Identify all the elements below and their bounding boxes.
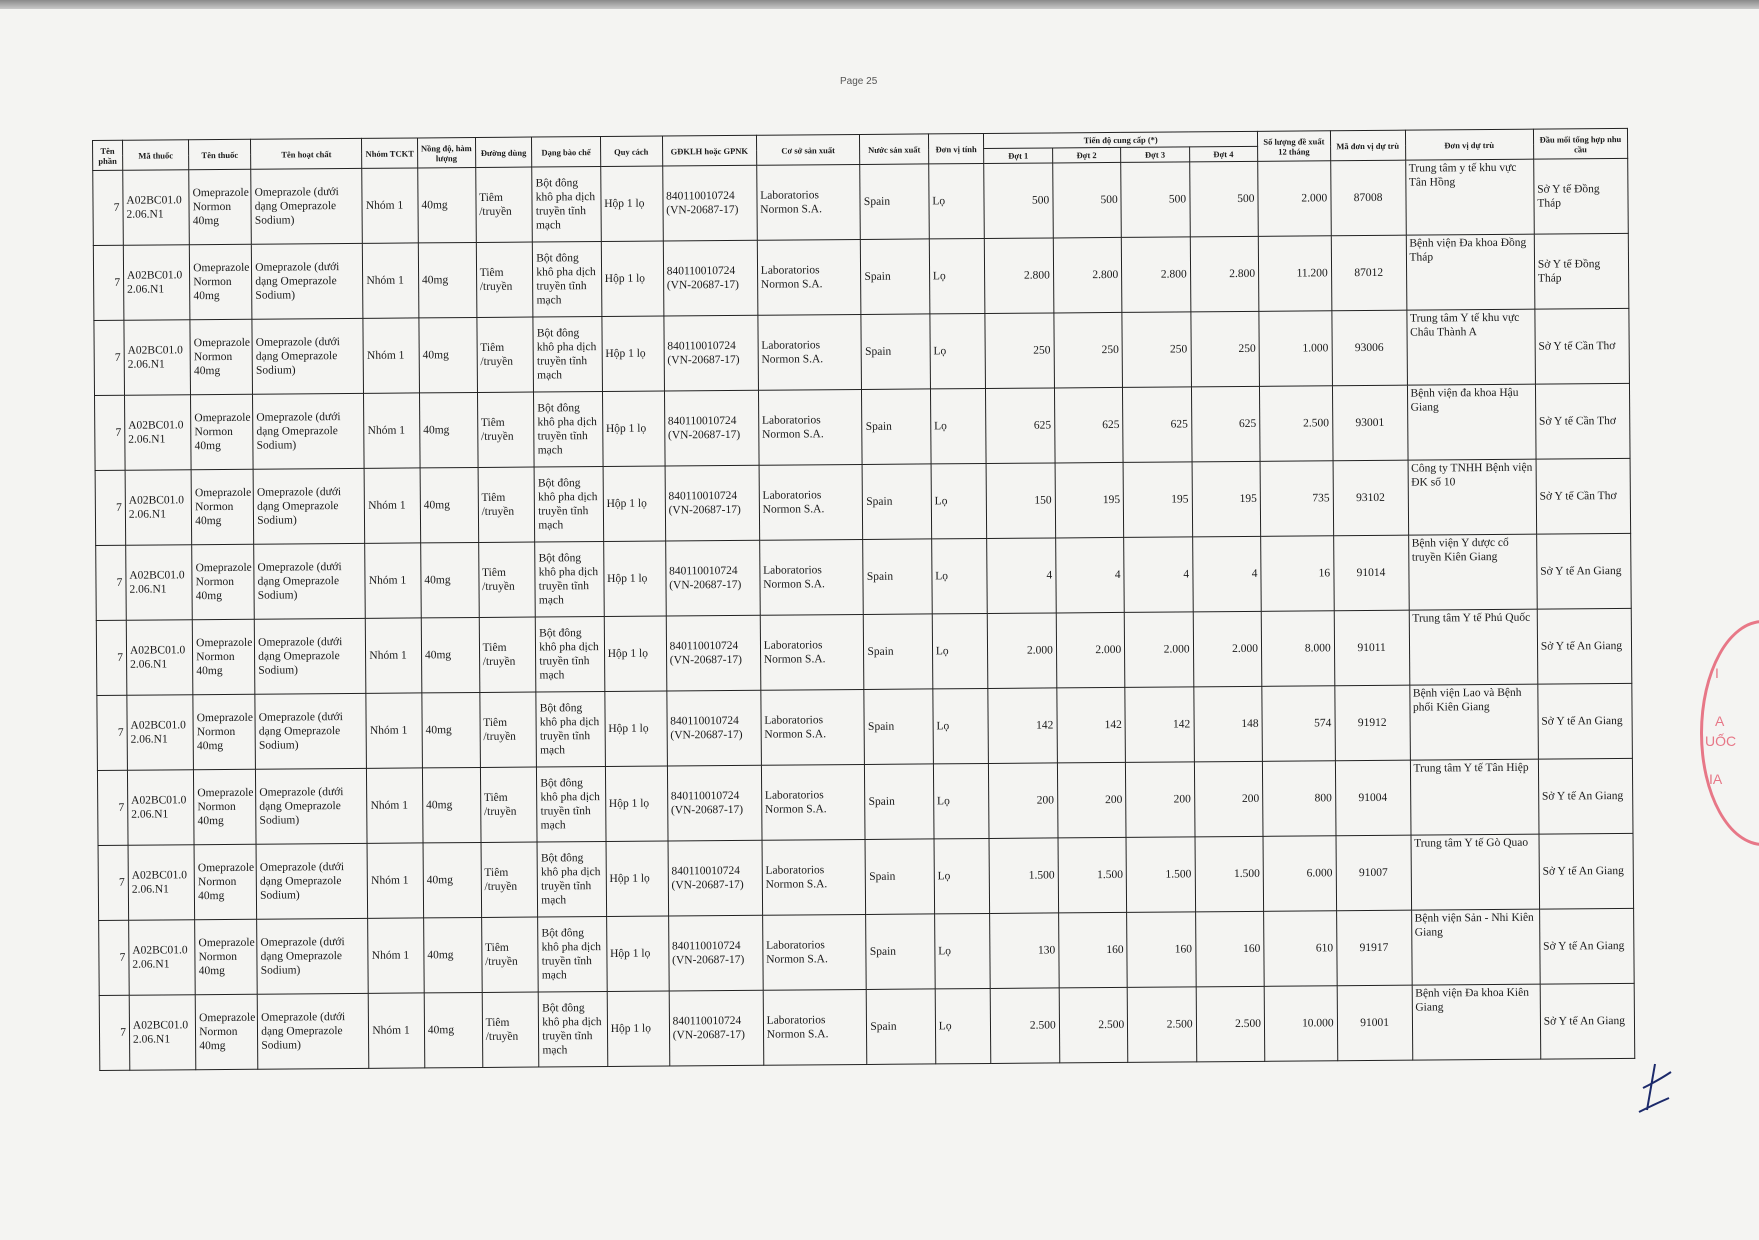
co-so-cell: Laboratorios Normon S.A. <box>762 839 866 915</box>
ten-phan-cell: 7 <box>93 245 124 320</box>
ten-thuoc-cell: Omeprazole Normon 40mg <box>191 394 254 469</box>
ma-thuoc-cell: A02BC01.0 2.06.N1 <box>127 695 194 771</box>
don-vi-du-tru-cell: Bệnh viện Lao và Bệnh phổi Kiên Giang <box>1409 684 1538 760</box>
col-ma-thuoc: Mã thuốc <box>122 140 188 171</box>
table-row <box>99 908 1635 995</box>
table-row <box>97 683 1633 770</box>
dot-3-cell: 500 <box>1121 162 1190 238</box>
scan-edge <box>0 0 1759 9</box>
hoat-chat-cell: Omeprazole (dưới dạng Omeprazole Sodium) <box>257 993 369 1069</box>
so-luong-cell: 6.000 <box>1263 836 1336 912</box>
ten-thuoc-cell: Omeprazole Normon 40mg <box>194 844 257 919</box>
nuoc-cell: Spain <box>865 764 934 840</box>
col-ten-phan: Tên phần <box>93 140 123 170</box>
ma-thuoc-cell: A02BC01.0 2.06.N1 <box>124 395 191 471</box>
hoat-chat-cell: Omeprazole (dưới dạng Omeprazole Sodium) <box>254 618 366 694</box>
dau-moi-cell: Sở Y tế Cần Thơ <box>1535 383 1630 459</box>
nong-do-cell: 40mg <box>424 917 482 992</box>
dot-4-cell: 625 <box>1191 386 1260 462</box>
col-gdk: GĐKLH hoặc GPNK <box>662 135 756 166</box>
ma-thuoc-cell: A02BC01.0 2.06.N1 <box>129 920 196 996</box>
duong-dung-cell: Tiêm /truyền <box>477 317 534 392</box>
co-so-cell: Laboratorios Normon S.A. <box>763 989 867 1065</box>
ten-thuoc-cell: Omeprazole Normon 40mg <box>190 244 253 319</box>
nhom-cell: Nhóm 1 <box>364 468 420 543</box>
ten-phan-cell: 7 <box>96 545 127 620</box>
col-dau-moi: Đầu mối tổng hợp nhu cầu <box>1533 128 1627 159</box>
dot-1-cell: 130 <box>990 913 1059 989</box>
quy-cach-cell: Hộp 1 lọ <box>606 916 669 991</box>
header-row-1 <box>93 128 1628 155</box>
ma-thuoc-cell: A02BC01.0 2.06.N1 <box>126 620 193 696</box>
col-dot-4: Đợt 4 <box>1189 146 1258 162</box>
don-vi-du-tru-cell: Bệnh viện Đa khoa Đồng Tháp <box>1406 234 1535 310</box>
col-tien-do: Tiến độ cung cấp (*) <box>984 131 1258 148</box>
ma-thuoc-cell: A02BC01.0 2.06.N1 <box>125 470 192 546</box>
ten-thuoc-cell: Omeprazole Normon 40mg <box>195 994 258 1069</box>
dau-moi-cell: Sở Y tế Đồng Tháp <box>1533 158 1628 234</box>
table-wrapper <box>92 128 1635 1071</box>
ma-thuoc-cell: A02BC01.0 2.06.N1 <box>126 545 193 621</box>
dot-4-cell: 200 <box>1194 761 1263 837</box>
table-row <box>97 758 1633 845</box>
ma-don-vi-cell: 91001 <box>1337 985 1412 1061</box>
ma-thuoc-cell: A02BC01.0 2.06.N1 <box>129 995 196 1071</box>
col-nuoc: Nước sản xuất <box>860 134 929 165</box>
ma-don-vi-cell: 87008 <box>1330 160 1405 236</box>
hoat-chat-cell: Omeprazole (dưới dạng Omeprazole Sodium) <box>256 843 368 919</box>
don-vi-du-tru-cell: Bệnh viện Sản - Nhi Kiên Giang <box>1411 909 1540 985</box>
gdk-cell: 840110010724 (VN-20687-17) <box>664 315 759 391</box>
duong-dung-cell: Tiêm /truyền <box>481 842 538 917</box>
dot-2-cell: 500 <box>1052 162 1121 238</box>
don-vi-du-tru-cell: Trung tâm Y tế khu vực Châu Thành A <box>1406 309 1535 385</box>
dot-2-cell: 1.500 <box>1058 837 1127 913</box>
dot-3-cell: 200 <box>1126 762 1195 838</box>
dot-4-cell: 148 <box>1193 686 1262 762</box>
ten-thuoc-cell: Omeprazole Normon 40mg <box>192 619 255 694</box>
hoat-chat-cell: Omeprazole (dưới dạng Omeprazole Sodium) <box>251 168 363 244</box>
drug-demand-table <box>92 128 1635 1071</box>
duong-dung-cell: Tiêm /truyền <box>477 392 534 467</box>
nhom-cell: Nhóm 1 <box>368 918 424 993</box>
nuoc-cell: Spain <box>866 914 935 990</box>
dot-4-cell: 250 <box>1190 311 1259 387</box>
dvt-cell: Lọ <box>934 838 990 913</box>
nhom-cell: Nhóm 1 <box>367 768 423 843</box>
dau-moi-cell: Sở Y tế An Giang <box>1539 833 1634 909</box>
dot-3-cell: 1.500 <box>1126 837 1195 913</box>
quy-cach-cell: Hộp 1 lọ <box>601 241 664 316</box>
duong-dung-cell: Tiêm /truyền <box>478 467 535 542</box>
nhom-cell: Nhóm 1 <box>366 693 422 768</box>
nuoc-cell: Spain <box>867 989 936 1065</box>
dot-4-cell: 2.500 <box>1196 986 1265 1062</box>
nuoc-cell: Spain <box>864 614 933 690</box>
don-vi-du-tru-cell: Trung tâm y tế khu vực Tân Hồng <box>1405 159 1534 235</box>
dot-4-cell: 1.500 <box>1195 836 1264 912</box>
so-luong-cell: 2.500 <box>1259 386 1332 462</box>
table-row <box>98 833 1634 920</box>
dot-1-cell: 250 <box>985 313 1054 389</box>
col-ma-don-vi: Mã đơn vị dự trù <box>1330 130 1405 161</box>
ma-thuoc-cell: A02BC01.0 2.06.N1 <box>123 245 190 321</box>
nhom-cell: Nhóm 1 <box>366 618 422 693</box>
ten-thuoc-cell: Omeprazole Normon 40mg <box>191 469 254 544</box>
ten-thuoc-cell: Omeprazole Normon 40mg <box>192 544 255 619</box>
quy-cach-cell: Hộp 1 lọ <box>602 391 665 466</box>
dau-moi-cell: Sở Y tế Cần Thơ <box>1536 458 1631 534</box>
co-so-cell: Laboratorios Normon S.A. <box>761 689 865 765</box>
dau-moi-cell: Sở Y tế Đồng Tháp <box>1534 233 1629 309</box>
dot-1-cell: 150 <box>986 463 1055 539</box>
ten-phan-cell: 7 <box>93 170 124 245</box>
don-vi-du-tru-cell: Trung tâm Y tế Tân Hiệp <box>1410 759 1539 835</box>
don-vi-du-tru-cell: Bệnh viện Đa khoa Kiên Giang <box>1412 984 1541 1060</box>
ten-phan-cell: 7 <box>97 695 128 770</box>
col-dot-2: Đợt 2 <box>1052 147 1121 163</box>
dau-moi-cell: Sở Y tế An Giang <box>1536 533 1631 609</box>
dot-1-cell: 2.500 <box>991 988 1060 1064</box>
dot-2-cell: 160 <box>1058 912 1127 988</box>
dot-2-cell: 625 <box>1054 387 1123 463</box>
don-vi-du-tru-cell: Công ty TNHH Bệnh viện ĐK số 10 <box>1408 459 1537 535</box>
table-row <box>94 308 1630 395</box>
dvt-cell: Lọ <box>929 163 985 238</box>
ten-phan-cell: 7 <box>95 470 126 545</box>
dang-bao-che-cell: Bột đông khô pha dịch truyền tĩnh mạch <box>538 916 607 992</box>
nhom-cell: Nhóm 1 <box>369 993 425 1068</box>
co-so-cell: Laboratorios Normon S.A. <box>761 764 865 840</box>
ma-don-vi-cell: 91917 <box>1336 910 1411 986</box>
so-luong-cell: 735 <box>1260 461 1333 537</box>
ten-thuoc-cell: Omeprazole Normon 40mg <box>190 319 253 394</box>
dvt-cell: Lọ <box>933 763 989 838</box>
dot-3-cell: 250 <box>1122 312 1191 388</box>
dang-bao-che-cell: Bột đông khô pha dịch truyền tĩnh mạch <box>534 466 603 542</box>
dau-moi-cell: Sở Y tế An Giang <box>1540 983 1635 1059</box>
dot-1-cell: 2.000 <box>988 613 1057 689</box>
don-vi-du-tru-cell: Bệnh viện đa khoa Hậu Giang <box>1407 384 1536 460</box>
dot-2-cell: 142 <box>1057 687 1126 763</box>
quy-cach-cell: Hộp 1 lọ <box>603 541 666 616</box>
ma-don-vi-cell: 93006 <box>1332 310 1407 386</box>
co-so-cell: Laboratorios Normon S.A. <box>759 539 863 615</box>
gdk-cell: 840110010724 (VN-20687-17) <box>665 465 760 541</box>
quy-cach-cell: Hộp 1 lọ <box>603 466 666 541</box>
quy-cach-cell: Hộp 1 lọ <box>605 691 668 766</box>
ma-don-vi-cell: 93102 <box>1333 460 1408 536</box>
hoat-chat-cell: Omeprazole (dưới dạng Omeprazole Sodium) <box>251 243 363 319</box>
nuoc-cell: Spain <box>865 839 934 915</box>
table-row <box>93 158 1629 245</box>
dot-2-cell: 200 <box>1057 762 1126 838</box>
table-row <box>93 233 1629 320</box>
nong-do-cell: 40mg <box>419 317 477 392</box>
col-dvt: Đơn vị tính <box>928 133 984 163</box>
dang-bao-che-cell: Bột đông khô pha dịch truyền tĩnh mạch <box>533 242 602 318</box>
so-luong-cell: 2.000 <box>1258 161 1331 237</box>
nhom-cell: Nhóm 1 <box>363 243 419 318</box>
nhom-cell: Nhóm 1 <box>363 318 419 393</box>
duong-dung-cell: Tiêm /truyền <box>475 167 532 242</box>
dot-1-cell: 1.500 <box>989 838 1058 914</box>
nuoc-cell: Spain <box>860 164 929 240</box>
ten-phan-cell: 7 <box>95 395 126 470</box>
table-row <box>95 383 1631 470</box>
ten-thuoc-cell: Omeprazole Normon 40mg <box>193 694 256 769</box>
table-row <box>99 983 1635 1070</box>
ten-thuoc-cell: Omeprazole Normon 40mg <box>189 169 252 244</box>
nong-do-cell: 40mg <box>423 842 481 917</box>
gdk-cell: 840110010724 (VN-20687-17) <box>665 540 760 616</box>
co-so-cell: Laboratorios Normon S.A. <box>758 389 862 465</box>
col-don-vi-du-tru: Đơn vị dự trù <box>1405 129 1533 160</box>
dot-2-cell: 2.000 <box>1056 612 1125 688</box>
duong-dung-cell: Tiêm /truyền <box>482 992 539 1067</box>
dot-1-cell: 2.800 <box>985 238 1054 314</box>
dau-moi-cell: Sở Y tế An Giang <box>1537 608 1632 684</box>
quy-cach-cell: Hộp 1 lọ <box>605 766 668 841</box>
nong-do-cell: 40mg <box>419 392 477 467</box>
so-luong-cell: 11.200 <box>1258 236 1331 312</box>
so-luong-cell: 574 <box>1262 686 1335 762</box>
hoat-chat-cell: Omeprazole (dưới dạng Omeprazole Sodium) <box>252 318 364 394</box>
dang-bao-che-cell: Bột đông khô pha dịch truyền tĩnh mạch <box>537 766 606 842</box>
dang-bao-che-cell: Bột đông khô pha dịch truyền tĩnh mạch <box>532 167 601 243</box>
dot-1-cell: 200 <box>989 763 1058 839</box>
dot-4-cell: 2.000 <box>1193 611 1262 687</box>
nong-do-cell: 40mg <box>418 242 476 317</box>
don-vi-du-tru-cell: Bệnh viện Y dược cổ truyền Kiên Giang <box>1408 534 1537 610</box>
col-co-so: Cơ sở sản xuất <box>756 134 860 165</box>
nhom-cell: Nhóm 1 <box>365 543 421 618</box>
dvt-cell: Lọ <box>932 613 988 688</box>
duong-dung-cell: Tiêm /truyền <box>478 542 535 617</box>
nuoc-cell: Spain <box>862 464 931 540</box>
co-so-cell: Laboratorios Normon S.A. <box>760 614 864 690</box>
gdk-cell: 840110010724 (VN-20687-17) <box>667 765 762 841</box>
ten-thuoc-cell: Omeprazole Normon 40mg <box>194 769 257 844</box>
so-luong-cell: 16 <box>1261 536 1334 612</box>
dot-1-cell: 142 <box>988 688 1057 764</box>
dot-2-cell: 2.500 <box>1059 987 1128 1063</box>
gdk-cell: 840110010724 (VN-20687-17) <box>666 615 761 691</box>
ma-thuoc-cell: A02BC01.0 2.06.N1 <box>128 845 195 921</box>
don-vi-du-tru-cell: Trung tâm Y tế Phú Quốc <box>1409 609 1538 685</box>
dot-3-cell: 2.800 <box>1121 237 1190 313</box>
ma-don-vi-cell: 91912 <box>1335 685 1410 761</box>
dot-3-cell: 142 <box>1125 687 1194 763</box>
quy-cach-cell: Hộp 1 lọ <box>600 166 663 241</box>
dot-3-cell: 4 <box>1124 537 1193 613</box>
duong-dung-cell: Tiêm /truyền <box>479 617 536 692</box>
nuoc-cell: Spain <box>863 539 932 615</box>
dot-4-cell: 2.800 <box>1190 236 1259 312</box>
so-luong-cell: 8.000 <box>1261 611 1334 687</box>
col-nhom: Nhóm TCKT <box>362 138 418 168</box>
dau-moi-cell: Sở Y tế Cần Thơ <box>1535 308 1630 384</box>
so-luong-cell: 800 <box>1262 761 1335 837</box>
nuoc-cell: Spain <box>861 239 930 315</box>
dot-4-cell: 500 <box>1189 161 1258 237</box>
dot-2-cell: 4 <box>1055 537 1124 613</box>
nong-do-cell: 40mg <box>420 467 478 542</box>
hoat-chat-cell: Omeprazole (dưới dạng Omeprazole Sodium) <box>257 918 369 994</box>
col-nong-do: Nồng độ, hàm lượng <box>417 137 475 167</box>
so-luong-cell: 610 <box>1264 911 1337 987</box>
gdk-cell: 840110010724 (VN-20687-17) <box>663 240 758 316</box>
dvt-cell: Lọ <box>935 988 991 1063</box>
col-so-luong: Số lượng đề xuất 12 tháng <box>1257 131 1330 162</box>
ten-phan-cell: 7 <box>99 920 130 995</box>
nong-do-cell: 40mg <box>424 992 482 1067</box>
nhom-cell: Nhóm 1 <box>367 843 423 918</box>
so-luong-cell: 10.000 <box>1264 986 1337 1062</box>
ten-phan-cell: 7 <box>96 620 127 695</box>
ma-don-vi-cell: 91004 <box>1335 760 1410 836</box>
table-row <box>96 533 1632 620</box>
col-dot-1: Đợt 1 <box>984 148 1053 164</box>
ma-don-vi-cell: 91007 <box>1336 835 1411 911</box>
page-label: Page 25 <box>840 76 878 87</box>
co-so-cell: Laboratorios Normon S.A. <box>756 164 860 240</box>
ma-thuoc-cell: A02BC01.0 2.06.N1 <box>124 320 191 396</box>
nuoc-cell: Spain <box>864 689 933 765</box>
ten-thuoc-cell: Omeprazole Normon 40mg <box>195 919 258 994</box>
dang-bao-che-cell: Bột đông khô pha dịch truyền tĩnh mạch <box>537 841 606 917</box>
table-body <box>93 158 1635 1070</box>
dot-1-cell: 500 <box>984 163 1053 239</box>
hoat-chat-cell: Omeprazole (dưới dạng Omeprazole Sodium) <box>253 393 365 469</box>
gdk-cell: 840110010724 (VN-20687-17) <box>668 915 763 991</box>
duong-dung-cell: Tiêm /truyền <box>480 767 537 842</box>
nong-do-cell: 40mg <box>421 617 479 692</box>
nong-do-cell: 40mg <box>421 542 479 617</box>
ten-phan-cell: 7 <box>94 320 125 395</box>
col-dot-3: Đợt 3 <box>1121 147 1190 163</box>
dau-moi-cell: Sở Y tế An Giang <box>1539 908 1634 984</box>
dang-bao-che-cell: Bột đông khô pha dịch truyền tĩnh mạch <box>533 317 602 393</box>
gdk-cell: 840110010724 (VN-20687-17) <box>669 990 764 1066</box>
quy-cach-cell: Hộp 1 lọ <box>604 616 667 691</box>
duong-dung-cell: Tiêm /truyền <box>479 692 536 767</box>
ma-thuoc-cell: A02BC01.0 2.06.N1 <box>127 770 194 846</box>
co-so-cell: Laboratorios Normon S.A. <box>757 239 861 315</box>
dot-2-cell: 250 <box>1054 312 1123 388</box>
ten-phan-cell: 7 <box>98 845 129 920</box>
dvt-cell: Lọ <box>930 388 986 463</box>
ma-don-vi-cell: 87012 <box>1331 235 1406 311</box>
dvt-cell: Lọ <box>931 463 987 538</box>
dot-3-cell: 625 <box>1123 387 1192 463</box>
ten-phan-cell: 7 <box>99 995 130 1070</box>
dot-4-cell: 195 <box>1192 461 1261 537</box>
col-dang-bao-che: Dạng bào chế <box>532 137 601 168</box>
gdk-cell: 840110010724 (VN-20687-17) <box>667 690 762 766</box>
dang-bao-che-cell: Bột đông khô pha dịch truyền tĩnh mạch <box>534 392 603 468</box>
dau-moi-cell: Sở Y tế An Giang <box>1538 758 1633 834</box>
dang-bao-che-cell: Bột đông khô pha dịch truyền tĩnh mạch <box>538 991 607 1067</box>
dot-2-cell: 195 <box>1055 462 1124 538</box>
dvt-cell: Lọ <box>929 238 985 313</box>
ten-phan-cell: 7 <box>97 770 128 845</box>
col-duong-dung: Đường dùng <box>475 137 532 167</box>
table-row <box>96 608 1632 695</box>
co-so-cell: Laboratorios Normon S.A. <box>759 464 863 540</box>
dot-4-cell: 160 <box>1195 911 1264 987</box>
nong-do-cell: 40mg <box>422 767 480 842</box>
nhom-cell: Nhóm 1 <box>364 393 420 468</box>
hoat-chat-cell: Omeprazole (dưới dạng Omeprazole Sodium) <box>255 693 367 769</box>
dang-bao-che-cell: Bột đông khô pha dịch truyền tĩnh mạch <box>535 541 604 617</box>
dvt-cell: Lọ <box>931 538 987 613</box>
red-stamp-seal: I A UỐC IA <box>1700 620 1759 846</box>
quy-cach-cell: Hộp 1 lọ <box>607 991 670 1066</box>
gdk-cell: 840110010724 (VN-20687-17) <box>668 840 763 916</box>
dvt-cell: Lọ <box>934 913 990 988</box>
dang-bao-che-cell: Bột đông khô pha dịch truyền tĩnh mạch <box>536 616 605 692</box>
dot-1-cell: 4 <box>987 538 1056 614</box>
ma-don-vi-cell: 93001 <box>1332 385 1407 461</box>
dot-2-cell: 2.800 <box>1053 237 1122 313</box>
signature-icon <box>1625 1058 1685 1118</box>
dot-3-cell: 160 <box>1127 912 1196 988</box>
table-row <box>95 458 1631 545</box>
col-ten-thuoc: Tên thuốc <box>189 139 251 169</box>
nong-do-cell: 40mg <box>422 692 480 767</box>
so-luong-cell: 1.000 <box>1259 311 1332 387</box>
dau-moi-cell: Sở Y tế An Giang <box>1538 683 1633 759</box>
col-hoat-chat: Tên hoạt chất <box>251 138 362 169</box>
dang-bao-che-cell: Bột đông khô pha dịch truyền tĩnh mạch <box>536 691 605 767</box>
gdk-cell: 840110010724 (VN-20687-17) <box>662 165 757 241</box>
co-so-cell: Laboratorios Normon S.A. <box>762 914 866 990</box>
nhom-cell: Nhóm 1 <box>362 168 418 243</box>
gdk-cell: 840110010724 (VN-20687-17) <box>664 390 759 466</box>
dot-1-cell: 625 <box>986 388 1055 464</box>
nuoc-cell: Spain <box>861 314 930 390</box>
duong-dung-cell: Tiêm /truyền <box>476 242 533 317</box>
dot-3-cell: 2.500 <box>1127 987 1196 1063</box>
ma-don-vi-cell: 91014 <box>1333 535 1408 611</box>
col-quy-cach: Quy cách <box>600 136 662 166</box>
hoat-chat-cell: Omeprazole (dưới dạng Omeprazole Sodium) <box>254 543 366 619</box>
nuoc-cell: Spain <box>862 389 931 465</box>
dot-3-cell: 2.000 <box>1124 612 1193 688</box>
ma-thuoc-cell: A02BC01.0 2.06.N1 <box>123 170 190 246</box>
dvt-cell: Lọ <box>933 688 989 763</box>
ma-don-vi-cell: 91011 <box>1334 610 1409 686</box>
hoat-chat-cell: Omeprazole (dưới dạng Omeprazole Sodium) <box>253 468 365 544</box>
quy-cach-cell: Hộp 1 lọ <box>602 316 665 391</box>
duong-dung-cell: Tiêm /truyền <box>481 917 538 992</box>
nong-do-cell: 40mg <box>418 167 476 242</box>
co-so-cell: Laboratorios Normon S.A. <box>758 314 862 390</box>
dot-4-cell: 4 <box>1192 536 1261 612</box>
dot-3-cell: 195 <box>1123 462 1192 538</box>
don-vi-du-tru-cell: Trung tâm Y tế Gò Quao <box>1411 834 1540 910</box>
quy-cach-cell: Hộp 1 lọ <box>606 841 669 916</box>
dvt-cell: Lọ <box>930 313 986 388</box>
hoat-chat-cell: Omeprazole (dưới dạng Omeprazole Sodium) <box>256 768 368 844</box>
